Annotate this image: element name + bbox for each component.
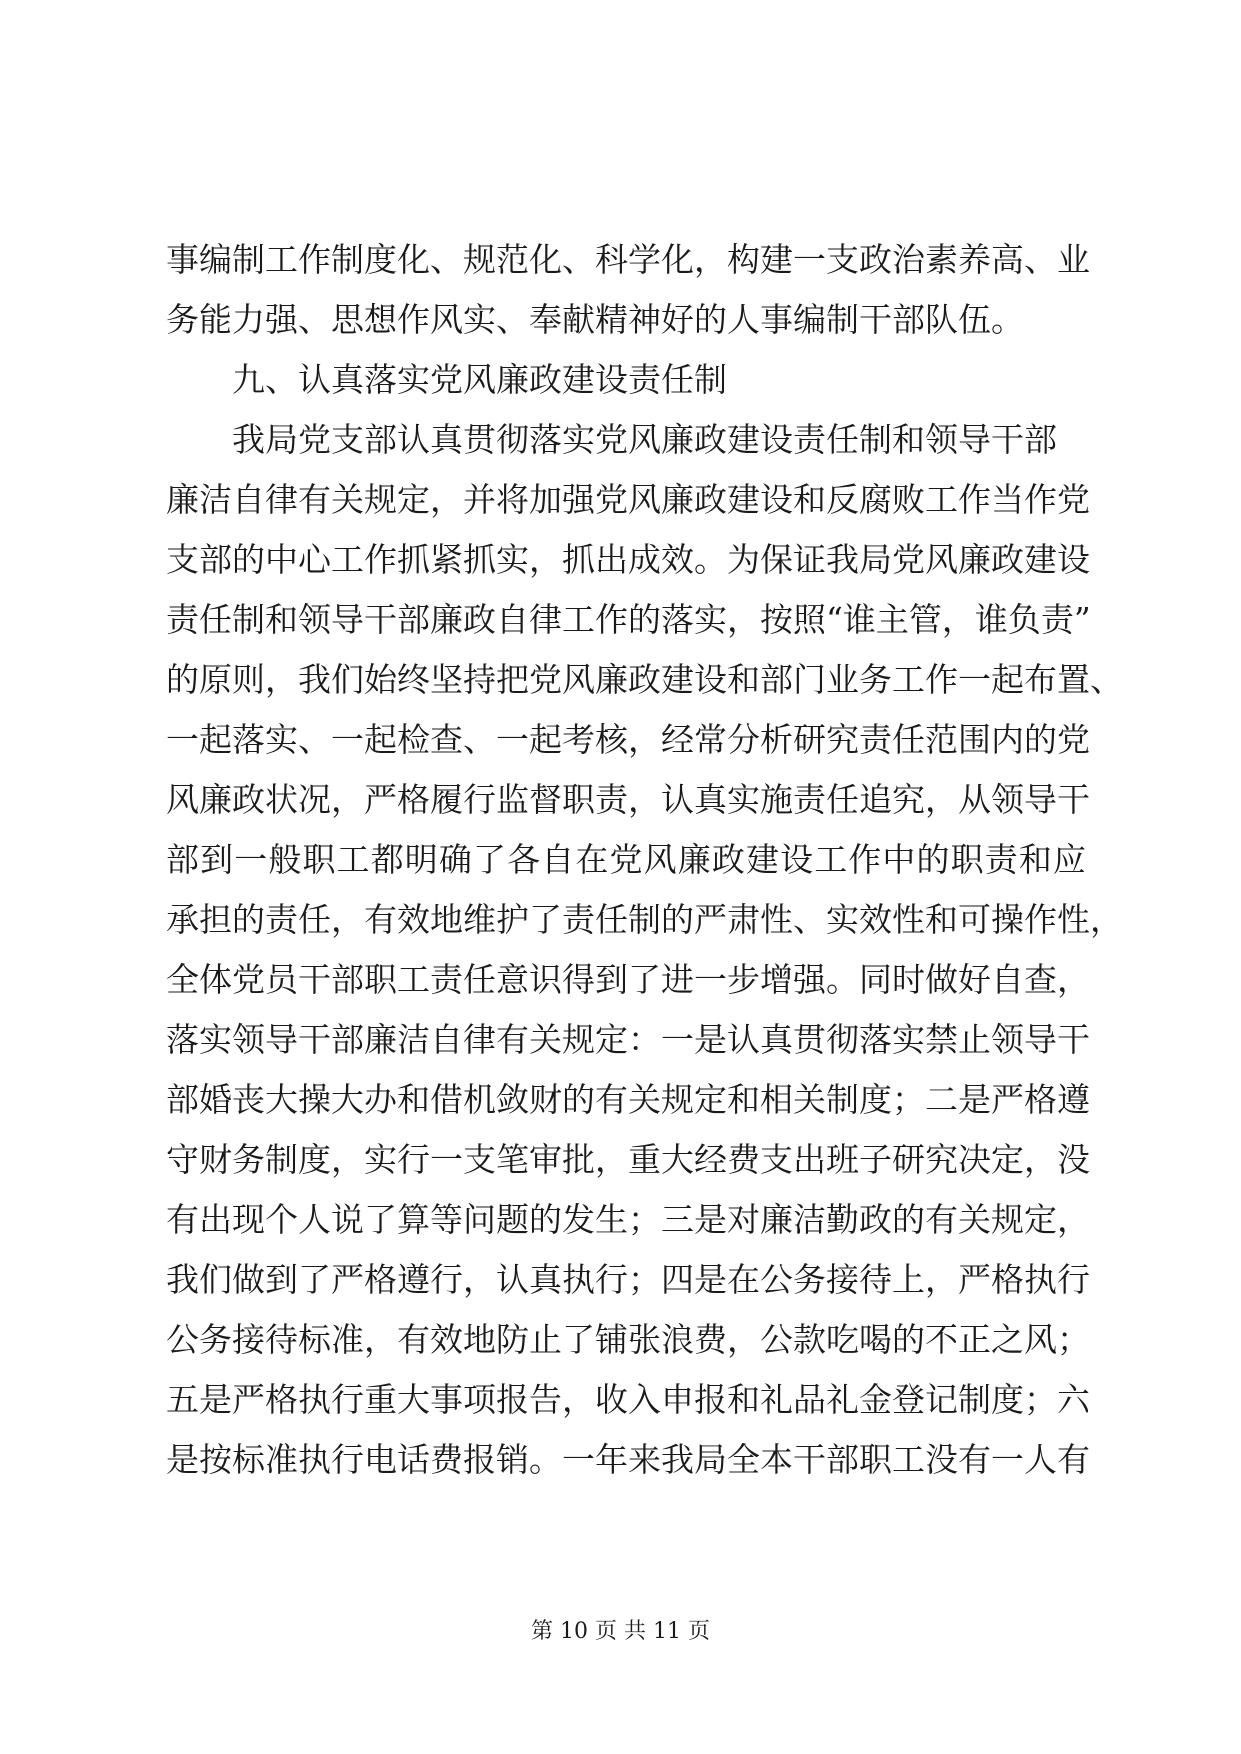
paragraph-line: 落实领导干部廉洁自律有关规定：一是认真贯彻落实禁止领导干 <box>166 1020 1090 1059</box>
paragraph-line: 全体党员干部职工责任意识得到了进一步增强。同时做好自查， <box>166 960 1090 999</box>
paragraph-line: 的原则，我们始终坚持把党风廉政建设和部门业务工作一起布置、 <box>166 660 1123 699</box>
paragraph-line: 支部的中心工作抓紧抓实，抓出成效。为保证我局党风廉政建设 <box>166 540 1090 579</box>
section-heading: 九、认真落实党风廉政建设责任制 <box>232 360 727 399</box>
paragraph-line: 务能力强、思想作风实、奉献精神好的人事编制干部队伍。 <box>166 300 1024 339</box>
paragraph-line: 守财务制度，实行一支笔审批，重大经费支出班子研究决定，没 <box>166 1140 1090 1179</box>
paragraph-line: 廉洁自律有关规定，并将加强党风廉政建设和反腐败工作当作党 <box>166 480 1090 519</box>
paragraph-line: 是按标准执行电话费报销。一年来我局全本干部职工没有一人有 <box>166 1440 1090 1479</box>
paragraph-line: 承担的责任，有效地维护了责任制的严肃性、实效性和可操作性， <box>166 900 1123 939</box>
body-text <box>166 230 1123 1490</box>
paragraph-line: 一起落实、一起检查、一起考核，经常分析研究责任范围内的党 <box>166 720 1090 759</box>
paragraph-line: 部到一般职工都明确了各自在党风廉政建设工作中的职责和应 <box>166 840 1086 879</box>
paragraph-line: 风廉政状况，严格履行监督职责，认真实施责任追究，从领导干 <box>166 780 1090 819</box>
paragraph-line: 事编制工作制度化、规范化、科学化，构建一支政治素养高、业 <box>166 240 1090 279</box>
page-number-footer: 第 10 页 共 11 页 <box>531 1619 710 1644</box>
paragraph-line: 五是严格执行重大事项报告，收入申报和礼品礼金登记制度；六 <box>166 1380 1090 1419</box>
paragraph-line: 部婚丧大操大办和借机敛财的有关规定和相关制度；二是严格遵 <box>166 1080 1090 1119</box>
paragraph-line: 我们做到了严格遵行，认真执行；四是在公务接待上，严格执行 <box>166 1260 1090 1299</box>
paragraph-line: 我局党支部认真贯彻落实党风廉政建设责任制和领导干部 <box>232 420 1057 459</box>
paragraph-line: 有出现个人说了算等问题的发生；三是对廉洁勤政的有关规定， <box>166 1200 1090 1239</box>
paragraph-line: 公务接待标准，有效地防止了铺张浪费，公款吃喝的不正之风； <box>166 1320 1090 1359</box>
paragraph-line: 责任制和领导干部廉政自律工作的落实，按照“谁主管，谁负责” <box>166 600 1091 639</box>
